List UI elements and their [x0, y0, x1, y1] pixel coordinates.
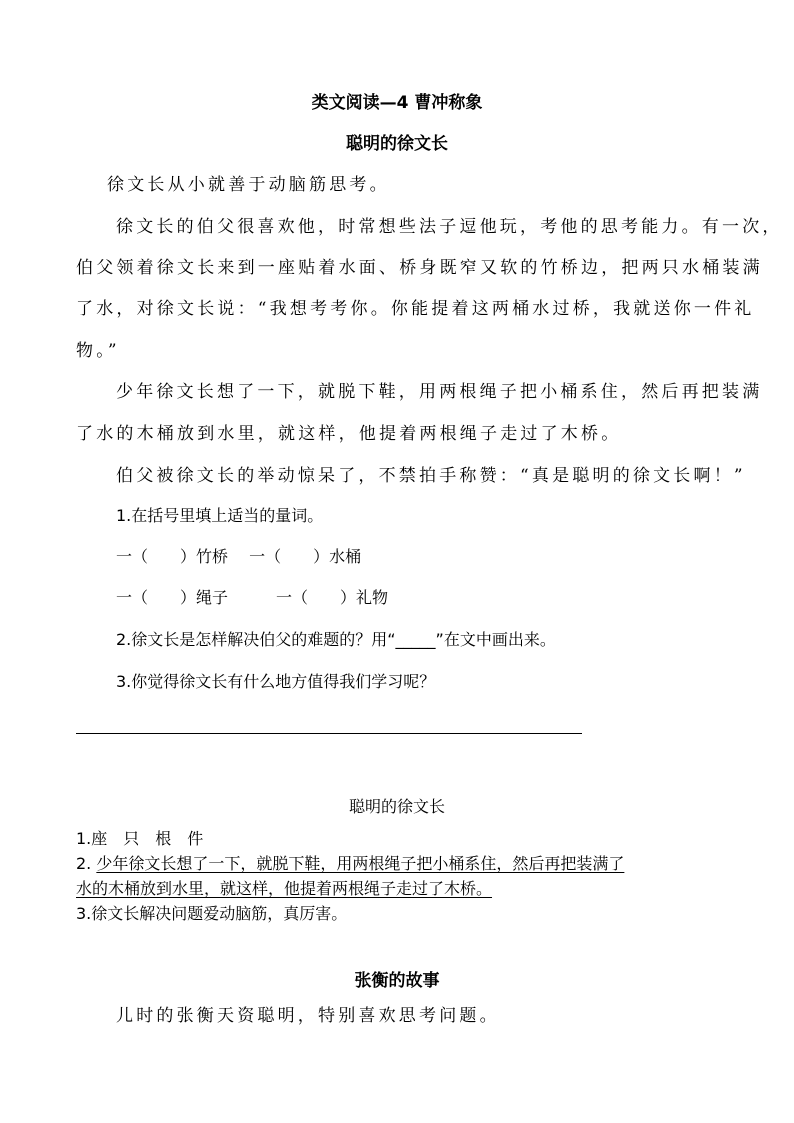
unit-title: 类文阅读—4 曹冲称象 — [311, 93, 483, 113]
story1-paragraph-2-line-2: 伯父领着徐文长来到一座贴着水面、桥身既窄又软的竹桥边，把两只水桶装满 — [76, 258, 763, 278]
story1-paragraph-4: 伯父被徐文长的举动惊呆了，不禁拍手称赞：“真是聪明的徐文长啊！” — [116, 466, 746, 486]
answer-2-number: 2. — [76, 854, 97, 873]
story1-title: 聪明的徐文长 — [346, 134, 448, 154]
story2-title: 张衡的故事 — [354, 971, 440, 991]
question-2: 2.徐文长是怎样解决伯父的难题的？用“_____”在文中画出来。 — [116, 630, 556, 649]
question-1-row-1: 一（ ）竹桥 一（ ）水桶 — [116, 547, 362, 566]
story1-paragraph-2-line-3: 了水，对徐文长说：“我想考考你。你能提着这两桶水过桥，我就送你一件礼 — [76, 299, 755, 319]
story1-paragraph-1: 徐文长从小就善于动脑筋思考。 — [107, 175, 390, 195]
story1-paragraph-3-line-1: 少年徐文长想了一下，就脱下鞋，用两根绳子把小桶系住，然后再把装满 — [116, 382, 763, 402]
story2-paragraph-1: 儿时的张衡天资聪明，特别喜欢思考问题。 — [116, 1006, 500, 1026]
answer-1: 1.座 只 根 件 — [76, 829, 204, 848]
story1-paragraph-2-line-1: 徐文长的伯父很喜欢他，时常想些法子逗他玩，考他的思考能力。有一次， — [116, 217, 783, 237]
answer-line — [76, 733, 582, 734]
story1-paragraph-2-line-4: 物。” — [76, 341, 120, 361]
question-1-row-2: 一（ ）绳子 一（ ）礼物 — [116, 588, 389, 607]
answer-2-underlined-1: 少年徐文长想了一下，就脱下鞋，用两根绳子把小桶系住，然后再把装满了 — [96, 854, 625, 873]
story1-paragraph-3-line-2: 了水的木桶放到水里，就这样，他提着两根绳子走过了木桥。 — [76, 424, 622, 444]
answer-2-line-1 — [76, 851, 624, 874]
answer-3: 3.徐文长解决问题爱动脑筋，真厉害。 — [76, 904, 348, 923]
answers-title: 聪明的徐文长 — [348, 797, 445, 816]
question-3: 3.你觉得徐文长有什么地方值得我们学习呢？ — [116, 672, 436, 691]
answer-2-line-2: 水的木桶放到水里，就这样，他提着两根绳子走过了木桥。 — [76, 879, 493, 898]
question-1: 1.在括号里填上适当的量词。 — [116, 506, 324, 525]
